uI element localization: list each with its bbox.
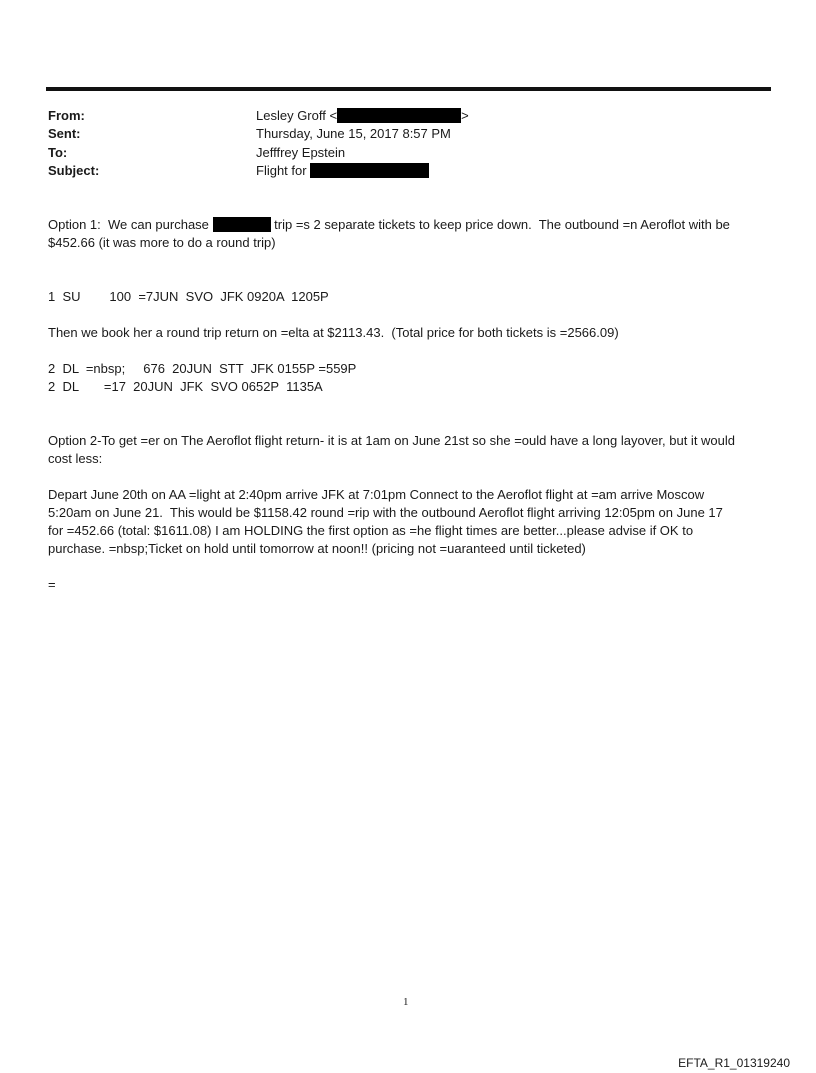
page-number: 1 xyxy=(403,996,409,1008)
header-rule xyxy=(46,87,771,91)
flight-line-2: 2 DL =nbsp; 676 20JUN STT JFK 0155P =559P xyxy=(48,361,357,376)
depart-paragraph-line4: purchase. =nbsp;Ticket on hold until tomorrow at noon!! (pricing not =uaranteed until ticketed) xyxy=(48,541,586,556)
redaction-box xyxy=(310,163,429,178)
option1-text-a: Option 1: We can purchase xyxy=(48,217,213,232)
document-id: EFTA_R1_01319240 xyxy=(678,1056,790,1070)
option2-paragraph-line2: cost less: xyxy=(48,451,103,466)
from-end: > xyxy=(461,108,469,123)
option1-text-b: trip =s 2 separate tickets to keep price down. The outbound =n Aeroflot with be xyxy=(270,217,730,232)
to-label: To: xyxy=(48,145,68,160)
subject-label: Subject: xyxy=(48,163,100,178)
option2-paragraph: Option 2-To get =er on The Aeroflot flight return- it is at 1am on June 21st so she =ould have a long layover, but it would xyxy=(48,433,736,448)
sent-label: Sent: xyxy=(48,126,81,141)
subject-text: Flight for xyxy=(256,163,307,178)
flight-line-1: 1 SU 100 =7JUN SVO JFK 0920A 1205P xyxy=(48,289,329,304)
redaction-box xyxy=(337,108,461,123)
to-value: Jefffrey Epstein xyxy=(256,145,346,160)
return-paragraph: Then we book her a round trip return on =elta at $2113.43. (Total price for both tickets is =2566.09) xyxy=(48,325,619,340)
option1-paragraph-line2: $452.66 (it was more to do a round trip) xyxy=(48,235,276,250)
subject-value xyxy=(256,163,429,178)
sent-value: Thursday, June 15, 2017 8:57 PM xyxy=(256,126,451,141)
from-name: Lesley Groff < xyxy=(256,108,338,123)
redaction-box xyxy=(213,217,271,232)
flight-line-3: 2 DL =17 20JUN JFK SVO 0652P 1135A xyxy=(48,379,323,394)
depart-paragraph-line1: Depart June 20th on AA =light at 2:40pm arrive JFK at 7:01pm Connect to the Aeroflot flight at =am arrive Moscow xyxy=(48,487,705,502)
depart-paragraph-line2: 5:20am on June 21. This would be $1158.42 round =rip with the outbound Aeroflot flight arriving 12:05pm on June 17 xyxy=(48,505,723,520)
from-label: From: xyxy=(48,108,85,123)
from-value xyxy=(256,108,469,123)
depart-paragraph-line3: for =452.66 (total: $1611.08) I am HOLDING the first option as =he flight times are better...please advise if OK to xyxy=(48,523,694,538)
option1-paragraph xyxy=(48,216,770,234)
equals-line: = xyxy=(48,577,56,592)
